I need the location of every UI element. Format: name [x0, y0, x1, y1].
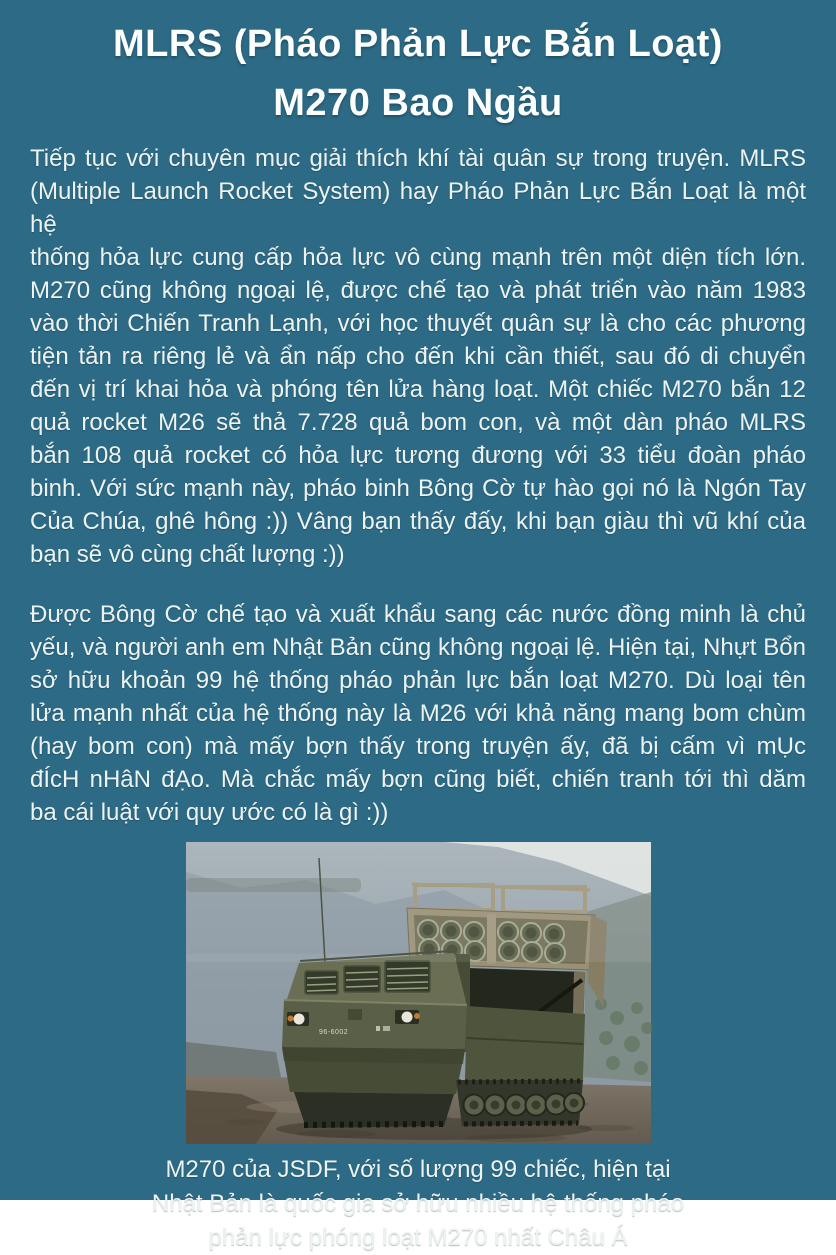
photo-caption — [0, 1153, 836, 1255]
text-line: (Multiple Launch Rocket System) hay Pháo Phản Lực Bắn Loạt là một hệ — [30, 178, 806, 238]
text-line: thống hỏa lực cung cấp hỏa lực vô cùng mạnh trên một diện tích lớn. — [30, 244, 806, 271]
text-line: ba cái luật với quy ước có là gì :)) — [30, 799, 389, 826]
text-line: sở hữu khoản 99 hệ thống pháo phản lực bắn loạt M270. Dù loại tên — [30, 667, 806, 694]
text-line: M270 cũng không ngoại lệ, được chế tạo và phát triển vào năm 1983 — [30, 277, 806, 304]
headlight-left — [287, 1012, 309, 1026]
headlight-right — [395, 1010, 420, 1024]
text-line: đÍcH nHâN đẠo. Mà chắc mấy bợn cũng biết, chiến tranh tới thì dăm — [30, 766, 806, 793]
text-line: lửa mạnh nhất của hệ thống này là M26 với khả năng mang bom chùm — [30, 700, 806, 727]
text-line: tiện tản ra riêng lẻ và ẩn nấp cho đến khi cần thiết, sau đó di chuyển — [30, 343, 806, 370]
text-line: Tiếp tục với chuyên mục giải thích khí tài quân sự trong truyện. MLRS — [30, 145, 806, 172]
text-line: binh. Với sức mạnh này, pháo binh Bông Cờ tự hào gọi nó là Ngón Tay — [30, 475, 806, 502]
text-line: Của Chúa, ghê hông :)) Vâng bạn thấy đấy, khi bạn giàu thì vũ khí của — [30, 508, 806, 535]
text-line: quả rocket M26 sẽ thả 7.728 quả bom con, và một dàn pháo MLRS — [30, 409, 806, 436]
text-line: yếu, và người anh em Nhật Bản cũng không ngoại lệ. Hiện tại, Nhựt Bổn — [30, 634, 806, 661]
caption-line: Nhật Bản là quốc gia sở hữu nhiều hệ thống pháo — [151, 1190, 685, 1217]
hull-side — [465, 1006, 585, 1082]
text-line: Được Bông Cờ chế tạo và xuất khẩu sang các nước đồng minh là chủ — [30, 601, 806, 628]
text-line: vào thời Chiến Tranh Lạnh, với học thuyết quân sự là cho các phương — [30, 310, 806, 337]
text-line: (hay bom con) mà mấy bợn thấy trong truyện ấy, đã bị cấm vì mỤc — [30, 733, 806, 760]
text-line: bắn 108 quả rocket có hỏa lực tương đương với 33 tiểu đoàn pháo — [30, 442, 806, 469]
title-line-2: M270 Bao Ngầu — [273, 82, 563, 124]
vehicle-serial-marking: 96-6002 — [318, 1029, 348, 1036]
text-line: bạn sẽ vô cùng chất lượng :)) — [30, 541, 345, 568]
article-body — [0, 142, 836, 829]
text-line: đến vị trí khai hỏa và phóng tên lửa hàng loạt. Một chiếc M270 bắn 12 — [30, 376, 806, 403]
m270-photo — [186, 842, 651, 1144]
photo-haze-overlay — [186, 842, 651, 962]
caption-line: phản lực phóng loạt M270 nhất Châu Á — [208, 1224, 628, 1251]
caption-line: M270 của JSDF, với số lượng 99 chiếc, hiện tại — [165, 1156, 671, 1183]
title-line-1: MLRS (Pháo Phản Lực Bắn Loạt) — [113, 23, 723, 65]
page-title — [0, 0, 836, 125]
paragraph-1 — [30, 142, 806, 571]
paragraph-2 — [30, 598, 806, 829]
